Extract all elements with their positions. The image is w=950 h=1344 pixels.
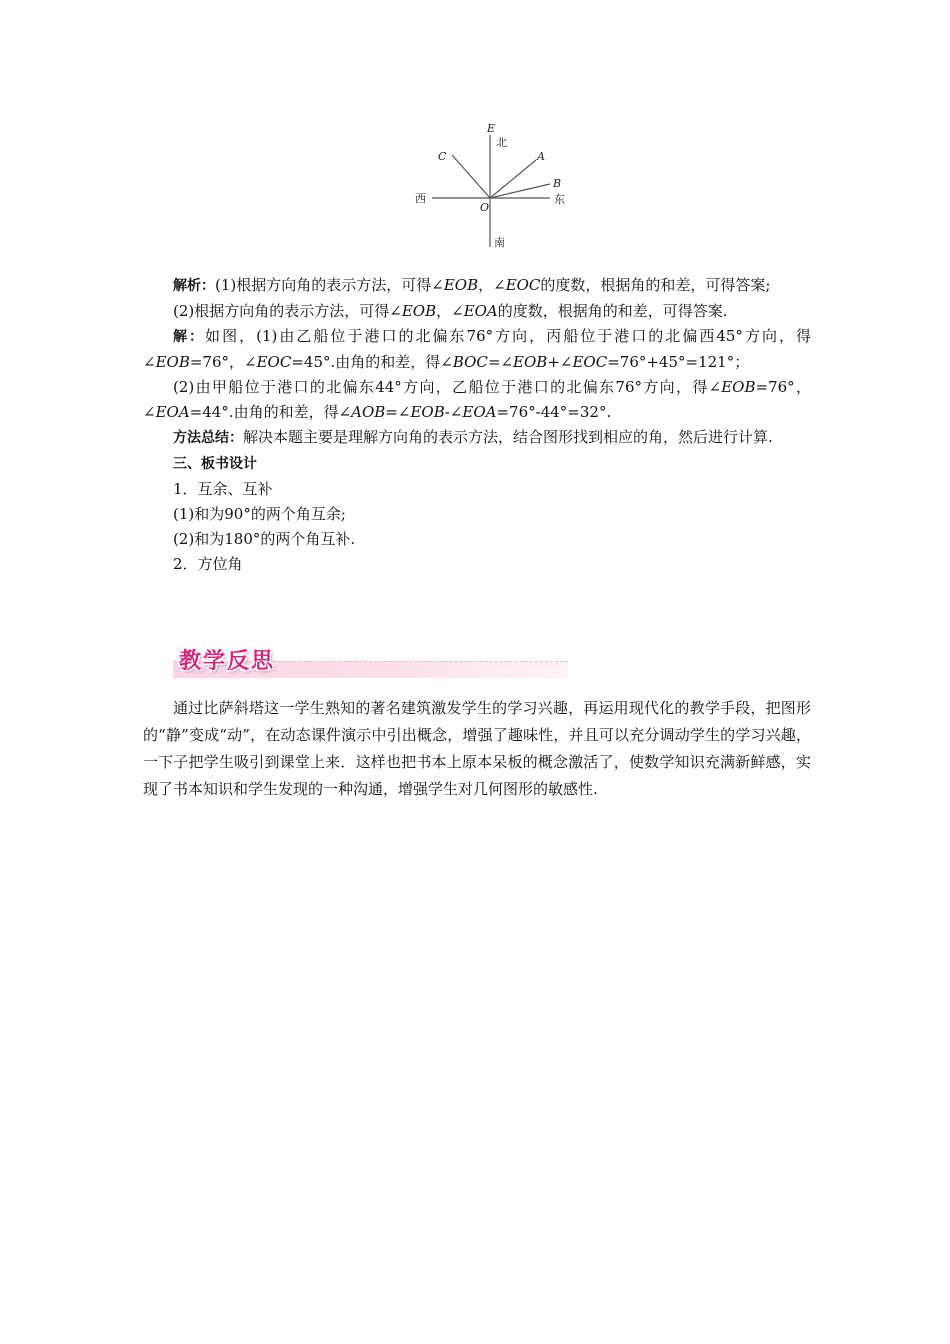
label-b: B xyxy=(553,177,562,190)
board-item-1: 1．互余、互补 xyxy=(173,480,273,498)
solution-content xyxy=(143,273,811,577)
solution-paragraph-2: (2)由甲船位于港口的北偏东44°方向，乙船位于港口的北偏东76°方向，得∠EOB=76°，∠EOA=44°.由角的和差，得∠AOB=∠EOB-∠EOA=76°-44°=32°. xyxy=(143,378,812,421)
method-summary: 方法总结：解决本题主要是理解方向角的表示方法，结合图形找到相应的角，然后进行计算. xyxy=(173,428,773,446)
label-e: E xyxy=(487,122,496,135)
label-c: C xyxy=(438,150,447,163)
ray-oc xyxy=(452,155,490,198)
board-design-heading: 三、板书设计 xyxy=(173,456,257,472)
board-item-1a: (1)和为90°的两个角互余; xyxy=(173,505,346,523)
label-o: O xyxy=(480,201,490,214)
reflection-paragraph: 通过比萨斜塔这一学生熟知的著名建筑激发学生的学习兴趣，再运用现代化的教学手段，把图形的“静”变成“动”，在动态课件演示中引出概念，增强了趣味性，并且可以充分调动学生的学习兴趣，一下子把学生吸引到课堂上来．这样也把书本上原本呆板的概念激活了，使数学知识充满新鲜感，实现了书本知识和学生发现的一种沟通，增强学生对几何图形的敏感性. xyxy=(143,699,811,798)
board-item-1b: (2)和为180°的两个角互补. xyxy=(173,530,356,548)
solution-paragraph-1: 解：如图，(1)由乙船位于港口的北偏东76°方向，丙船位于港口的北偏西45°方向，得∠EOB=76°，∠EOC=45°.由角的和差，得∠BOC=∠EOB+∠EOC=76°+45°=121°； xyxy=(143,327,812,371)
analysis-paragraph-1: 解析：(1)根据方向角的表示方法，可得∠EOB，∠EOC的度数，根据角的和差，可得答案; xyxy=(173,276,771,294)
solution-heading: 解： xyxy=(173,329,206,345)
summary-heading: 方法总结： xyxy=(173,430,243,446)
label-east: 东 xyxy=(554,193,565,206)
analysis-paragraph-2: (2)根据方向角的表示方法，可得∠EOB，∠EOA的度数，根据角的和差，可得答案. xyxy=(173,302,728,320)
analysis-heading: 解析： xyxy=(173,278,215,294)
compass-diagram xyxy=(400,115,590,260)
banner-title: 教学反思 xyxy=(179,649,276,674)
board-item-2: 2．方位角 xyxy=(173,555,243,573)
teaching-reflection-banner xyxy=(173,647,568,679)
reflection-section xyxy=(143,695,811,803)
direction-angle-figure xyxy=(400,115,590,260)
label-south: 南 xyxy=(494,236,505,249)
label-a: A xyxy=(537,150,545,163)
label-west: 西 xyxy=(415,192,426,205)
label-north: 北 xyxy=(496,136,507,149)
